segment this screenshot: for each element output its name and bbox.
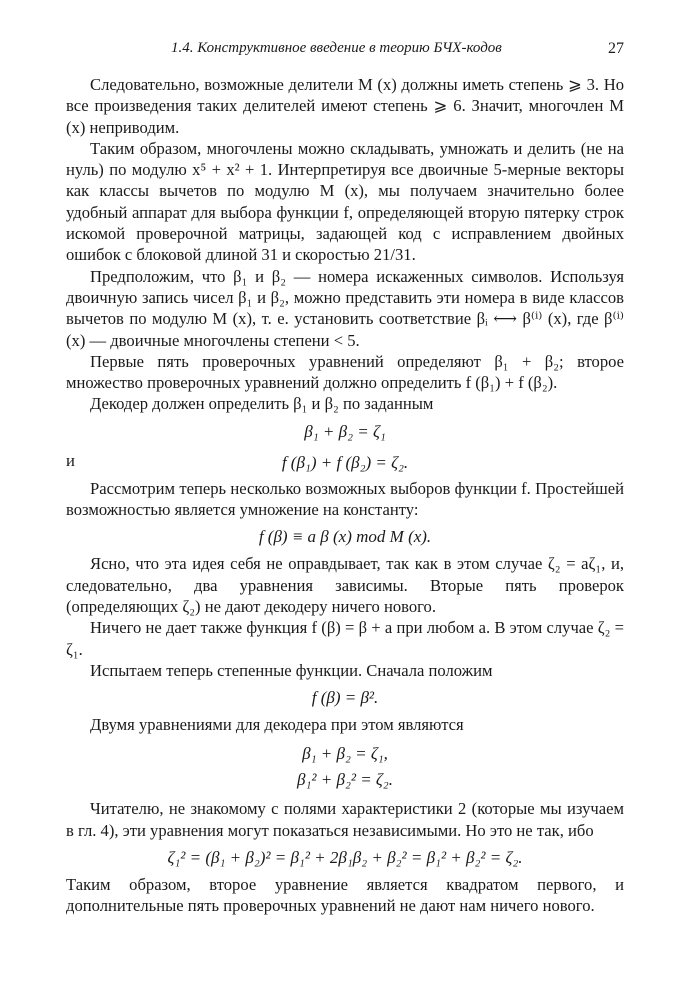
page-number: 27 [608,40,624,57]
paragraph-4: Первые пять проверочных уравнений определяют β₁ + β₂; второе множество проверочных уравнений должно определить f (β₁) + f (β₂). [66,351,624,393]
paragraph-12: Таким образом, второе уравнение является квадратом первого, и дополнительные пять проверочных уравнений не дают нам ничего нового. [66,875,624,916]
equation-sum-beta: β₁ + β₂ = ζ₁ [304,421,386,441]
decoder-equation-system [66,741,624,793]
equation-f-sum: f (β₁) + f (β₂) = ζ₂. [281,452,409,472]
equation-square-identity: ζ₁² = (β₁ + β₂)² = β₁² + 2β₁β₂ + β₂² = β₁² + β₂² = ζ₂. [167,848,523,868]
paragraph-11: Читателю, не знакомому с полями характеристики 2 (которые мы изучаем в гл. 4), эти уравнения могут показаться независимыми. Но это не так, ибо [66,799,624,840]
equation-system-line-1: β₁ + β₂ = ζ₁, [302,744,388,764]
paragraph-10: Двумя уравнениями для декодера при этом являются [90,715,464,735]
paragraph-8: Ничего не дает также функция f (β) = β + a при любом a. В этом случае ζ₂ = ζ₁. [66,618,624,659]
paragraph-5: Декодер должен определить β₁ и β₂ по заданным [90,394,434,414]
paragraph-9: Испытаем теперь степенные функции. Сначала положим [90,660,493,680]
paragraph-1: Следовательно, возможные делители M (x) должны иметь степень ⩾ 3. Но все произведения таких делителей имеют степень ⩾ 6. Значит, многочлен M (x) неприводим. [66,75,624,137]
running-head: 1.4. Конструктивное введение в теорию БЧХ-кодов [171,40,502,56]
equation-power-function: f (β) = β². [311,688,379,708]
equation-constant-multiplication: f (β) ≡ a β (x) mod M (x). [258,527,432,547]
paragraph-7: Ясно, что эта идея себя не оправдывает, так как в этом случае ζ₂ = aζ₁, и, следовательно, два уравнения зависимы. Вторые пять проверок (определяющих ζ₂) не дают декодеру ничего нового. [66,554,624,616]
conjunction-and: и [66,450,75,470]
page-body [66,74,624,917]
equation-system-line-2: β₁² + β₂² = ζ₂. [297,770,393,790]
paragraph-6: Рассмотрим теперь несколько возможных выборов функции f. Простейшей возможностью является умножение на константу: [66,478,624,520]
paragraph-2: Таким образом, многочлены можно складывать, умножать и делить (не на нуль) по модулю x⁵ + x² + 1. Интерпретируя все двоичные 5-мерные векторы как классы вычетов по модулю M (x), мы получаем значительно более удобный аппарат для выбора функции f, определяющей вторую пятерку строк искомой проверочной матрицы, задающей код с исправлением двойных ошибок с блоковой длиной 31 и скоростью 21/31. [66,138,624,265]
paragraph-3: Предположим, что β₁ и β₂ — номера искаженных символов. Используя двоичную запись чисел β₁ и β₂, можно представить эти номера в виде классов вычетов по модулю M (x), т. е. установить соответствие βᵢ ⟷ β⁽ⁱ⁾ (x), где β⁽ⁱ⁾ (x) — двоичные многочлены степени < 5. [66,266,624,350]
page-header [66,40,624,62]
equation-row-f-sum [66,448,624,478]
